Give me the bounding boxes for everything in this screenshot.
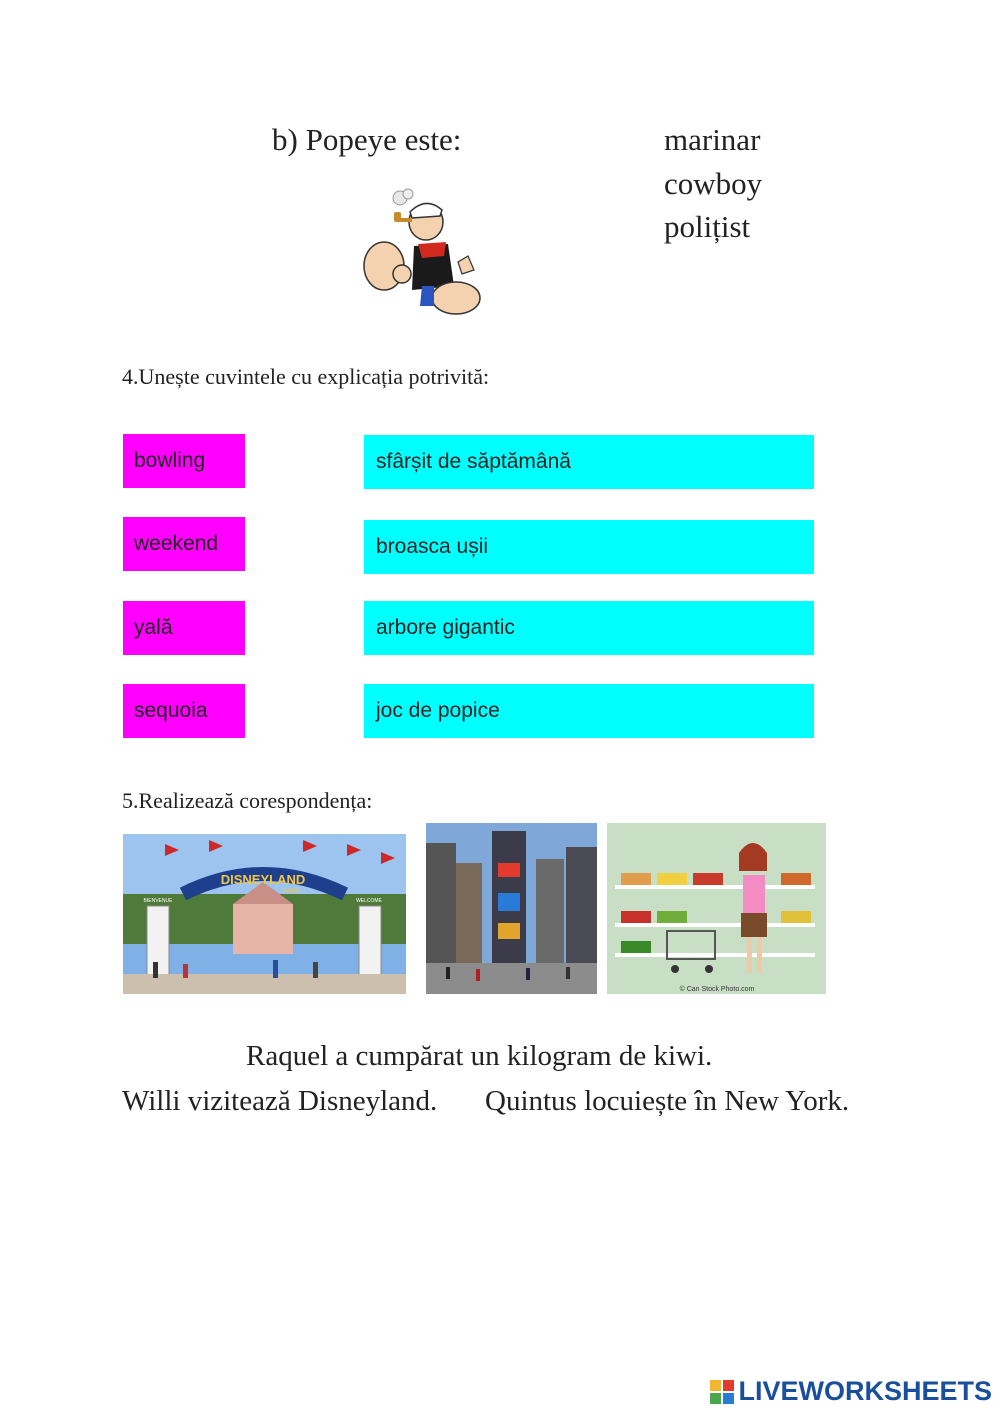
shop-image-credit: © Can Stock Photo.com [679, 986, 755, 993]
disney-sign-text: DISNEYLAND [220, 872, 306, 887]
question-b-label: b) Popeye este: [272, 122, 462, 157]
word-weekend[interactable]: weekend [123, 517, 245, 571]
disneyland-image [123, 834, 406, 994]
sentence-raquel[interactable]: Raquel a cumpărat un kilogram de kiwi. [246, 1040, 713, 1072]
exercise-4-title: 4.Unește cuvintele cu explicația potrivită: [122, 364, 490, 389]
word-yala[interactable]: yală [123, 601, 245, 655]
definition-lock[interactable]: broasca ușii [364, 520, 814, 574]
liveworksheets-brand: LIVEWORKSHEETS [738, 1376, 992, 1406]
word-bowling[interactable]: bowling [123, 434, 245, 488]
sentence-quintus[interactable]: Quintus locuiește în New York. [485, 1085, 850, 1117]
word-sequoia[interactable]: sequoia [123, 684, 245, 738]
popeye-image [362, 186, 484, 318]
definition-weekend[interactable]: sfârșit de săptămână [364, 435, 814, 489]
definition-tree[interactable]: arbore gigantic [364, 601, 814, 655]
disney-left-sign: BIENVENUE [143, 898, 173, 904]
liveworksheets-logo [710, 1376, 992, 1407]
definition-bowling[interactable]: joc de popice [364, 684, 814, 738]
grocery-shop-image [607, 823, 826, 994]
exercise-5-title: 5.Realizează corespondența: [122, 788, 373, 813]
option-politist[interactable]: polițist [664, 209, 751, 244]
new-york-image [426, 823, 597, 994]
disney-right-sign: WELCOME [356, 898, 382, 904]
option-marinar[interactable]: marinar [664, 122, 761, 157]
liveworksheets-icon [710, 1380, 734, 1404]
sentence-willi[interactable]: Willi vizitează Disneyland. [122, 1085, 438, 1117]
disney-sign-sub: PARIS [282, 889, 300, 895]
option-cowboy[interactable]: cowboy [664, 166, 763, 201]
